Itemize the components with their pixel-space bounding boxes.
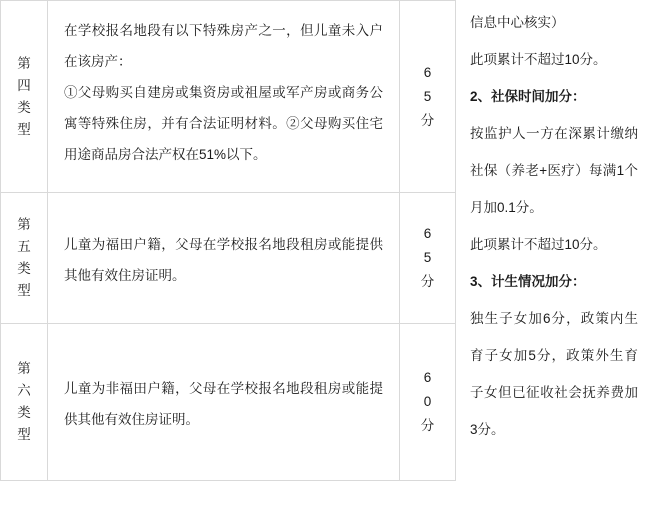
row-type-label: 第五类型 xyxy=(17,217,31,298)
notes-column xyxy=(456,0,650,515)
row-description-cell xyxy=(48,324,400,480)
row-type-cell xyxy=(0,1,48,192)
row-score-cell xyxy=(400,193,456,323)
description-paragraph: 儿童为非福田户籍，父母在学校报名地段租房或能提供其他有效住房证明。 xyxy=(64,381,383,427)
row-score-label: 65分 xyxy=(420,226,435,289)
note-paragraph: 此项累计不超过10分。 xyxy=(470,237,607,252)
row-type-cell xyxy=(0,193,48,323)
note-paragraph: 独生子女加6分，政策内生育子女加5分，政策外生育子女但已征收社会抚养费加3分。 xyxy=(470,311,638,437)
description-paragraph: 儿童为福田户籍，父母在学校报名地段租房或能提供其他有效住房证明。 xyxy=(64,237,383,283)
note-paragraph: 此项累计不超过10分。 xyxy=(470,52,607,67)
row-description-cell xyxy=(48,1,400,192)
note-paragraph: 信息中心核实） xyxy=(470,15,565,30)
table-row xyxy=(0,193,456,324)
note-heading: 2、社保时间加分： xyxy=(470,89,586,104)
description-paragraph: 在学校报名地段有以下特殊房产之一，但儿童未入户在该房产： xyxy=(64,23,383,69)
row-type-label: 第六类型 xyxy=(17,361,31,442)
row-score-cell xyxy=(400,1,456,192)
row-type-cell xyxy=(0,324,48,480)
row-score-label: 60分 xyxy=(420,370,435,433)
row-type-label: 第四类型 xyxy=(17,55,31,137)
row-score-label: 65分 xyxy=(420,64,435,128)
description-paragraph: ①父母购买自建房或集资房或祖屋或军产房或商务公寓等特殊住房，并有合法证明材料。②父母购买住宅用途商品房合法产权在51%以下。 xyxy=(64,85,383,162)
row-description-cell xyxy=(48,193,400,323)
table-row xyxy=(0,0,456,193)
note-paragraph: 按监护人一方在深累计缴纳社保（养老+医疗）每满1个月加0.1分。 xyxy=(470,126,638,215)
row-score-cell xyxy=(400,324,456,480)
table-row xyxy=(0,324,456,481)
note-heading: 3、计生情况加分： xyxy=(470,274,586,289)
